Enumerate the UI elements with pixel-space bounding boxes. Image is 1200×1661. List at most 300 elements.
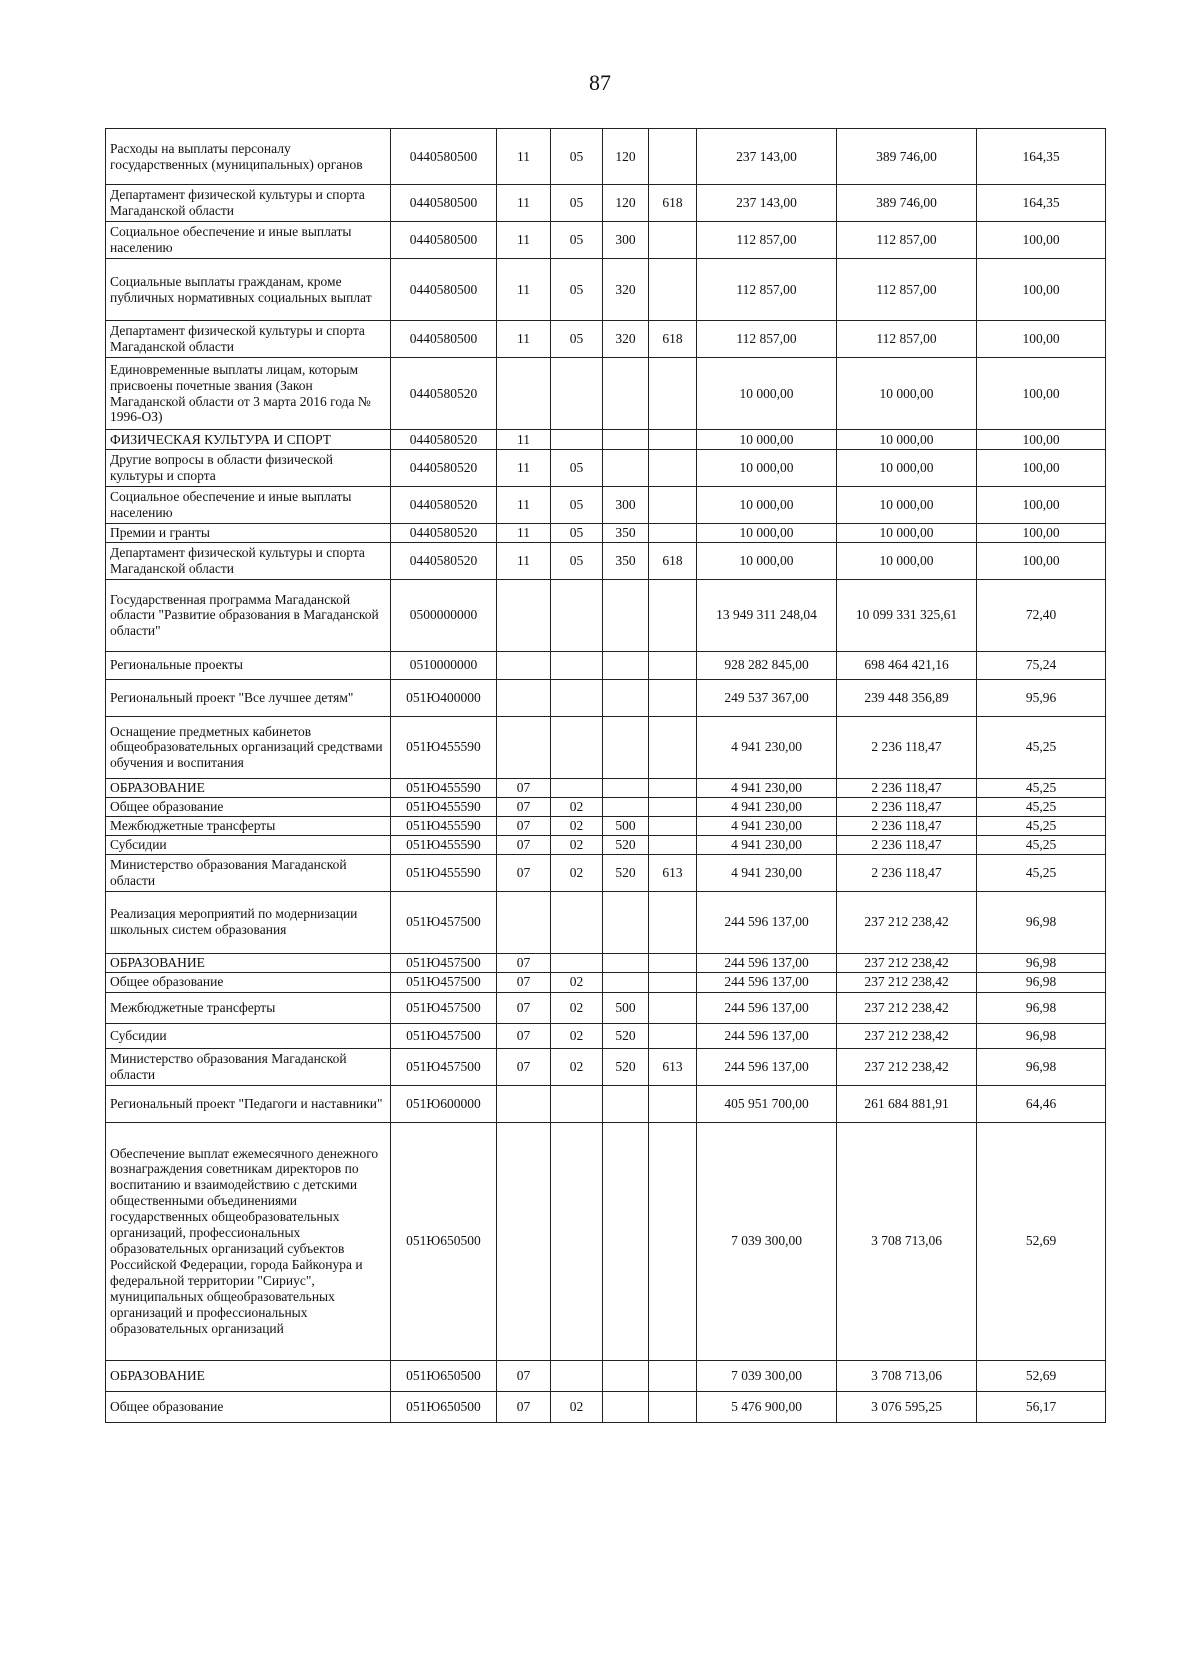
row-expense-type <box>603 1122 649 1360</box>
row-planned-amount: 244 596 137,00 <box>697 1048 837 1085</box>
row-section: 07 <box>497 1360 551 1391</box>
table-row <box>106 542 1106 579</box>
row-execution-percent: 75,24 <box>977 651 1106 679</box>
row-budget-holder: 618 <box>649 542 697 579</box>
row-expense-type: 350 <box>603 542 649 579</box>
row-name: Региональные проекты <box>106 651 391 679</box>
row-actual-amount: 3 708 713,06 <box>837 1360 977 1391</box>
table-row <box>106 651 1106 679</box>
row-expense-type <box>603 891 649 953</box>
row-execution-percent: 45,25 <box>977 716 1106 778</box>
row-budget-holder <box>649 679 697 716</box>
row-execution-percent: 96,98 <box>977 891 1106 953</box>
row-planned-amount: 237 143,00 <box>697 129 837 185</box>
row-expense-type <box>603 1391 649 1422</box>
row-planned-amount: 249 537 367,00 <box>697 679 837 716</box>
table-row <box>106 1023 1106 1048</box>
row-expense-type <box>603 450 649 487</box>
row-target-article: 0440580520 <box>391 524 497 543</box>
row-target-article: 051Ю600000 <box>391 1085 497 1122</box>
row-planned-amount: 4 941 230,00 <box>697 778 837 797</box>
row-actual-amount: 112 857,00 <box>837 222 977 259</box>
row-execution-percent: 52,69 <box>977 1360 1106 1391</box>
row-name: Общее образование <box>106 972 391 992</box>
row-execution-percent: 72,40 <box>977 579 1106 651</box>
table-row <box>106 1085 1106 1122</box>
row-execution-percent: 164,35 <box>977 129 1106 185</box>
row-section <box>497 1122 551 1360</box>
row-expense-type: 520 <box>603 835 649 854</box>
row-name: Общее образование <box>106 797 391 816</box>
row-actual-amount: 2 236 118,47 <box>837 797 977 816</box>
row-execution-percent: 96,98 <box>977 972 1106 992</box>
row-target-article: 051Ю457500 <box>391 1023 497 1048</box>
row-execution-percent: 96,98 <box>977 1048 1106 1085</box>
row-budget-holder <box>649 129 697 185</box>
row-target-article: 0440580500 <box>391 259 497 321</box>
row-budget-holder <box>649 430 697 450</box>
row-target-article: 051Ю455590 <box>391 816 497 835</box>
table-row <box>106 891 1106 953</box>
row-target-article: 0440580520 <box>391 450 497 487</box>
row-actual-amount: 2 236 118,47 <box>837 716 977 778</box>
row-expense-type <box>603 1085 649 1122</box>
row-execution-percent: 96,98 <box>977 992 1106 1023</box>
row-budget-holder <box>649 816 697 835</box>
row-execution-percent: 45,25 <box>977 835 1106 854</box>
row-subsection <box>551 430 603 450</box>
row-budget-holder <box>649 450 697 487</box>
row-name: Межбюджетные трансферты <box>106 992 391 1023</box>
row-execution-percent: 100,00 <box>977 358 1106 430</box>
table-row <box>106 1048 1106 1085</box>
row-name: ОБРАЗОВАНИЕ <box>106 778 391 797</box>
page-number: 87 <box>589 70 611 95</box>
table-row <box>106 1360 1106 1391</box>
row-expense-type: 520 <box>603 1023 649 1048</box>
row-execution-percent: 45,25 <box>977 797 1106 816</box>
row-actual-amount: 10 000,00 <box>837 430 977 450</box>
row-section <box>497 716 551 778</box>
row-planned-amount: 112 857,00 <box>697 321 837 358</box>
row-budget-holder <box>649 1122 697 1360</box>
row-actual-amount: 237 212 238,42 <box>837 891 977 953</box>
row-name: Единовременные выплаты лицам, которым присвоены почетные звания (Закон Магаданской области от 3 марта 2016 года № 1996-ОЗ) <box>106 358 391 430</box>
row-target-article: 051Ю650500 <box>391 1391 497 1422</box>
row-actual-amount: 698 464 421,16 <box>837 651 977 679</box>
row-actual-amount: 389 746,00 <box>837 129 977 185</box>
row-budget-holder <box>649 835 697 854</box>
row-target-article: 051Ю457500 <box>391 992 497 1023</box>
row-section <box>497 651 551 679</box>
row-expense-type: 320 <box>603 321 649 358</box>
row-expense-type <box>603 430 649 450</box>
row-section: 11 <box>497 542 551 579</box>
row-expense-type <box>603 1360 649 1391</box>
row-subsection: 02 <box>551 1023 603 1048</box>
row-actual-amount: 239 448 356,89 <box>837 679 977 716</box>
row-subsection: 05 <box>551 321 603 358</box>
row-planned-amount: 4 941 230,00 <box>697 716 837 778</box>
row-expense-type: 500 <box>603 816 649 835</box>
row-actual-amount: 10 000,00 <box>837 542 977 579</box>
row-planned-amount: 10 000,00 <box>697 358 837 430</box>
row-planned-amount: 244 596 137,00 <box>697 891 837 953</box>
row-target-article: 051Ю457500 <box>391 972 497 992</box>
row-name: Другие вопросы в области физической культуры и спорта <box>106 450 391 487</box>
row-section: 07 <box>497 816 551 835</box>
row-name: Межбюджетные трансферты <box>106 816 391 835</box>
row-budget-holder <box>649 716 697 778</box>
row-target-article: 051Ю455590 <box>391 835 497 854</box>
row-planned-amount: 7 039 300,00 <box>697 1122 837 1360</box>
table-row <box>106 185 1106 222</box>
row-subsection <box>551 358 603 430</box>
row-planned-amount: 10 000,00 <box>697 487 837 524</box>
row-section: 07 <box>497 778 551 797</box>
row-name: Социальное обеспечение и иные выплаты населению <box>106 222 391 259</box>
row-actual-amount: 10 000,00 <box>837 450 977 487</box>
row-section: 11 <box>497 321 551 358</box>
row-actual-amount: 10 000,00 <box>837 358 977 430</box>
row-subsection: 02 <box>551 797 603 816</box>
row-execution-percent: 100,00 <box>977 487 1106 524</box>
row-execution-percent: 96,98 <box>977 953 1106 972</box>
table-row <box>106 679 1106 716</box>
row-section: 07 <box>497 953 551 972</box>
table-row <box>106 579 1106 651</box>
row-section: 07 <box>497 1023 551 1048</box>
row-budget-holder <box>649 891 697 953</box>
row-section: 07 <box>497 797 551 816</box>
table-row <box>106 778 1106 797</box>
row-subsection <box>551 1360 603 1391</box>
table-row <box>106 129 1106 185</box>
row-name: ОБРАЗОВАНИЕ <box>106 953 391 972</box>
budget-table-body <box>106 129 1106 1423</box>
table-row <box>106 835 1106 854</box>
table-row <box>106 430 1106 450</box>
row-planned-amount: 405 951 700,00 <box>697 1085 837 1122</box>
row-actual-amount: 10 000,00 <box>837 524 977 543</box>
row-subsection: 05 <box>551 524 603 543</box>
table-row <box>106 854 1106 891</box>
row-expense-type: 500 <box>603 992 649 1023</box>
row-subsection <box>551 651 603 679</box>
row-section: 11 <box>497 487 551 524</box>
row-expense-type <box>603 579 649 651</box>
row-target-article: 0510000000 <box>391 651 497 679</box>
row-budget-holder: 613 <box>649 854 697 891</box>
row-name: Социальные выплаты гражданам, кроме публичных нормативных социальных выплат <box>106 259 391 321</box>
row-section <box>497 579 551 651</box>
table-row <box>106 321 1106 358</box>
row-subsection <box>551 579 603 651</box>
row-planned-amount: 928 282 845,00 <box>697 651 837 679</box>
row-section: 07 <box>497 972 551 992</box>
row-name: ОБРАЗОВАНИЕ <box>106 1360 391 1391</box>
row-execution-percent: 95,96 <box>977 679 1106 716</box>
row-subsection: 02 <box>551 1048 603 1085</box>
row-target-article: 0440580500 <box>391 129 497 185</box>
row-execution-percent: 45,25 <box>977 854 1106 891</box>
row-subsection <box>551 679 603 716</box>
row-target-article: 051Ю650500 <box>391 1360 497 1391</box>
row-execution-percent: 164,35 <box>977 185 1106 222</box>
row-name: Социальное обеспечение и иные выплаты населению <box>106 487 391 524</box>
row-planned-amount: 10 000,00 <box>697 524 837 543</box>
row-actual-amount: 2 236 118,47 <box>837 835 977 854</box>
row-execution-percent: 56,17 <box>977 1391 1106 1422</box>
row-name: Реализация мероприятий по модернизации школьных систем образования <box>106 891 391 953</box>
row-actual-amount: 237 212 238,42 <box>837 1048 977 1085</box>
row-budget-holder <box>649 524 697 543</box>
row-subsection <box>551 716 603 778</box>
table-row <box>106 1391 1106 1422</box>
row-target-article: 051Ю455590 <box>391 778 497 797</box>
row-section <box>497 1085 551 1122</box>
row-target-article: 0440580520 <box>391 358 497 430</box>
row-subsection: 02 <box>551 1391 603 1422</box>
row-budget-holder <box>649 797 697 816</box>
row-subsection: 05 <box>551 129 603 185</box>
row-target-article: 0440580500 <box>391 222 497 259</box>
row-name: Региональный проект "Педагоги и наставники" <box>106 1085 391 1122</box>
row-planned-amount: 112 857,00 <box>697 222 837 259</box>
row-subsection: 02 <box>551 835 603 854</box>
row-expense-type <box>603 797 649 816</box>
row-expense-type: 520 <box>603 1048 649 1085</box>
row-name: Министерство образования Магаданской области <box>106 1048 391 1085</box>
row-expense-type: 300 <box>603 222 649 259</box>
row-name: Оснащение предметных кабинетов общеобразовательных организаций средствами обучения и воспитания <box>106 716 391 778</box>
row-target-article: 051Ю457500 <box>391 1048 497 1085</box>
row-budget-holder <box>649 992 697 1023</box>
row-planned-amount: 13 949 311 248,04 <box>697 579 837 651</box>
row-section: 07 <box>497 1391 551 1422</box>
row-name: Субсидии <box>106 835 391 854</box>
row-actual-amount: 112 857,00 <box>837 321 977 358</box>
row-section: 11 <box>497 222 551 259</box>
row-execution-percent: 64,46 <box>977 1085 1106 1122</box>
row-planned-amount: 244 596 137,00 <box>697 992 837 1023</box>
row-planned-amount: 4 941 230,00 <box>697 816 837 835</box>
budget-table <box>105 128 1106 1423</box>
row-subsection: 05 <box>551 222 603 259</box>
row-section: 07 <box>497 992 551 1023</box>
row-actual-amount: 389 746,00 <box>837 185 977 222</box>
row-budget-holder <box>649 1023 697 1048</box>
row-expense-type <box>603 651 649 679</box>
row-budget-holder <box>649 1360 697 1391</box>
table-row <box>106 450 1106 487</box>
table-row <box>106 487 1106 524</box>
table-row <box>106 524 1106 543</box>
row-section <box>497 891 551 953</box>
row-budget-holder <box>649 358 697 430</box>
row-expense-type: 120 <box>603 185 649 222</box>
row-target-article: 051Ю455590 <box>391 797 497 816</box>
row-name: Департамент физической культуры и спорта Магаданской области <box>106 321 391 358</box>
row-execution-percent: 45,25 <box>977 816 1106 835</box>
row-expense-type <box>603 679 649 716</box>
row-execution-percent: 100,00 <box>977 524 1106 543</box>
table-row <box>106 972 1106 992</box>
row-section: 07 <box>497 1048 551 1085</box>
row-planned-amount: 4 941 230,00 <box>697 854 837 891</box>
row-subsection: 05 <box>551 450 603 487</box>
row-target-article: 0440580520 <box>391 430 497 450</box>
table-row <box>106 259 1106 321</box>
row-section: 07 <box>497 854 551 891</box>
row-target-article: 0440580500 <box>391 321 497 358</box>
row-execution-percent: 96,98 <box>977 1023 1106 1048</box>
row-subsection <box>551 778 603 797</box>
row-section: 11 <box>497 524 551 543</box>
row-planned-amount: 7 039 300,00 <box>697 1360 837 1391</box>
row-planned-amount: 237 143,00 <box>697 185 837 222</box>
row-actual-amount: 112 857,00 <box>837 259 977 321</box>
row-budget-holder: 613 <box>649 1048 697 1085</box>
row-actual-amount: 237 212 238,42 <box>837 1023 977 1048</box>
row-subsection <box>551 953 603 972</box>
row-budget-holder <box>649 1391 697 1422</box>
row-planned-amount: 244 596 137,00 <box>697 953 837 972</box>
row-section: 11 <box>497 185 551 222</box>
row-expense-type <box>603 778 649 797</box>
row-execution-percent: 52,69 <box>977 1122 1106 1360</box>
table-row <box>106 1122 1106 1360</box>
row-subsection: 05 <box>551 259 603 321</box>
row-target-article: 051Ю457500 <box>391 891 497 953</box>
table-row <box>106 816 1106 835</box>
row-budget-holder <box>649 259 697 321</box>
row-actual-amount: 10 000,00 <box>837 487 977 524</box>
row-actual-amount: 2 236 118,47 <box>837 816 977 835</box>
row-budget-holder <box>649 579 697 651</box>
row-budget-holder <box>649 651 697 679</box>
row-planned-amount: 4 941 230,00 <box>697 835 837 854</box>
table-row <box>106 358 1106 430</box>
row-execution-percent: 100,00 <box>977 430 1106 450</box>
row-name: Департамент физической культуры и спорта Магаданской области <box>106 185 391 222</box>
row-subsection <box>551 1122 603 1360</box>
row-expense-type <box>603 972 649 992</box>
row-section: 11 <box>497 259 551 321</box>
row-actual-amount: 261 684 881,91 <box>837 1085 977 1122</box>
row-budget-holder <box>649 222 697 259</box>
row-target-article: 0440580500 <box>391 185 497 222</box>
row-subsection <box>551 1085 603 1122</box>
row-subsection: 02 <box>551 972 603 992</box>
row-name: Субсидии <box>106 1023 391 1048</box>
row-subsection <box>551 891 603 953</box>
row-expense-type: 320 <box>603 259 649 321</box>
row-actual-amount: 10 099 331 325,61 <box>837 579 977 651</box>
table-row <box>106 222 1106 259</box>
row-name: Министерство образования Магаданской области <box>106 854 391 891</box>
row-subsection: 05 <box>551 542 603 579</box>
row-section <box>497 679 551 716</box>
row-actual-amount: 2 236 118,47 <box>837 778 977 797</box>
row-subsection: 02 <box>551 816 603 835</box>
row-name: Департамент физической культуры и спорта Магаданской области <box>106 542 391 579</box>
row-execution-percent: 100,00 <box>977 222 1106 259</box>
row-budget-holder <box>649 953 697 972</box>
row-actual-amount: 3 076 595,25 <box>837 1391 977 1422</box>
row-execution-percent: 100,00 <box>977 450 1106 487</box>
row-subsection: 02 <box>551 854 603 891</box>
row-subsection: 02 <box>551 992 603 1023</box>
row-actual-amount: 2 236 118,47 <box>837 854 977 891</box>
row-budget-holder <box>649 487 697 524</box>
row-section: 11 <box>497 129 551 185</box>
row-planned-amount: 5 476 900,00 <box>697 1391 837 1422</box>
row-planned-amount: 244 596 137,00 <box>697 1023 837 1048</box>
table-row <box>106 797 1106 816</box>
row-section: 07 <box>497 835 551 854</box>
row-section <box>497 358 551 430</box>
row-budget-holder <box>649 972 697 992</box>
row-subsection: 05 <box>551 487 603 524</box>
row-target-article: 051Ю650500 <box>391 1122 497 1360</box>
row-execution-percent: 100,00 <box>977 321 1106 358</box>
row-expense-type <box>603 716 649 778</box>
row-section: 11 <box>497 430 551 450</box>
row-name: Региональный проект "Все лучшее детям" <box>106 679 391 716</box>
row-target-article: 051Ю400000 <box>391 679 497 716</box>
row-actual-amount: 237 212 238,42 <box>837 953 977 972</box>
row-execution-percent: 100,00 <box>977 542 1106 579</box>
row-name: Премии и гранты <box>106 524 391 543</box>
row-planned-amount: 10 000,00 <box>697 430 837 450</box>
row-name: Расходы на выплаты персоналу государственных (муниципальных) органов <box>106 129 391 185</box>
row-expense-type <box>603 358 649 430</box>
row-expense-type: 120 <box>603 129 649 185</box>
row-target-article: 0440580520 <box>391 542 497 579</box>
row-budget-holder <box>649 778 697 797</box>
row-expense-type: 300 <box>603 487 649 524</box>
row-name: Общее образование <box>106 1391 391 1422</box>
row-name: Обеспечение выплат ежемесячного денежного вознаграждения советникам директоров по воспитанию и взаимодействию с детскими общественными объединениями государственных общеобразовательных организаций, профессиональных образовательных организаций субъектов Российской Федерации, города Байконура и федеральной территории "Сириус", муниципальных общеобразовательных организаций и профессиональных образовательных организаций <box>106 1122 391 1360</box>
row-name: ФИЗИЧЕСКАЯ КУЛЬТУРА И СПОРТ <box>106 430 391 450</box>
row-budget-holder: 618 <box>649 185 697 222</box>
row-budget-holder: 618 <box>649 321 697 358</box>
row-target-article: 0440580520 <box>391 487 497 524</box>
row-target-article: 0500000000 <box>391 579 497 651</box>
row-target-article: 051Ю455590 <box>391 854 497 891</box>
row-planned-amount: 112 857,00 <box>697 259 837 321</box>
row-planned-amount: 10 000,00 <box>697 542 837 579</box>
row-execution-percent: 100,00 <box>977 259 1106 321</box>
row-planned-amount: 244 596 137,00 <box>697 972 837 992</box>
row-planned-amount: 4 941 230,00 <box>697 797 837 816</box>
row-target-article: 051Ю457500 <box>391 953 497 972</box>
row-name: Государственная программа Магаданской области "Развитие образования в Магаданской области" <box>106 579 391 651</box>
row-actual-amount: 237 212 238,42 <box>837 972 977 992</box>
row-planned-amount: 10 000,00 <box>697 450 837 487</box>
row-execution-percent: 45,25 <box>977 778 1106 797</box>
row-actual-amount: 237 212 238,42 <box>837 992 977 1023</box>
table-row <box>106 716 1106 778</box>
row-target-article: 051Ю455590 <box>391 716 497 778</box>
table-row <box>106 992 1106 1023</box>
table-row <box>106 953 1106 972</box>
row-section: 11 <box>497 450 551 487</box>
row-expense-type: 350 <box>603 524 649 543</box>
row-expense-type: 520 <box>603 854 649 891</box>
row-budget-holder <box>649 1085 697 1122</box>
